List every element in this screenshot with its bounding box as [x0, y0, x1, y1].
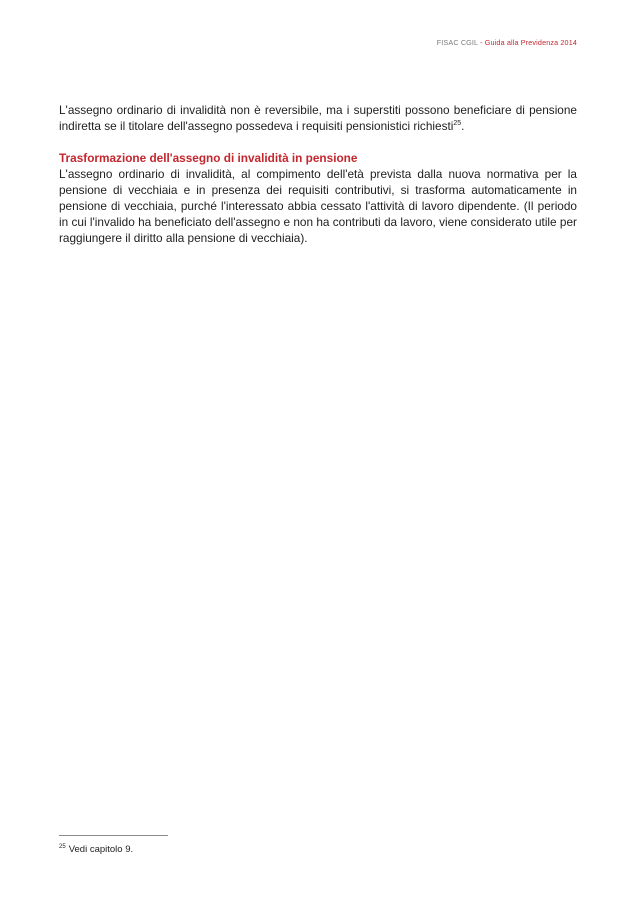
header-organization: FISAC CGIL [436, 38, 478, 47]
footnote [59, 843, 133, 856]
footnote-number: 25 [59, 844, 66, 850]
paragraph-reversibility-end: . [461, 119, 465, 133]
paragraph-transformation: L'assegno ordinario di invalidità, al compimento dell'età prevista dalla nuova normativa per la pensione di vecchiaia e in presenza dei requisiti contributivi, si trasforma automaticamente in pensione di vecchiaia, purché l'interessato abbia cessato l'attività di lavoro dipendente. (Il periodo in cui l'invalido ha beneficiato dell'assegno e non ha contributi da lavoro, viene considerato utile per raggiungere il diritto alla pensione di vecchiaia). [59, 167, 577, 245]
footnote-text: Vedi capitolo 9. [68, 844, 134, 855]
paragraph-reversibility [59, 102, 577, 134]
header-separator: - [480, 38, 483, 47]
paragraph-reversibility-text: L'assegno ordinario di invalidità non è reversibile, ma i superstiti possono beneficiare di pensione indiretta se il titolare dell'assegno possedeva i requisiti pensionistici richiesti [59, 103, 577, 133]
section-heading: Trasformazione dell'assegno di invalidità in pensione [59, 151, 358, 165]
footnote-divider [59, 835, 168, 836]
running-header [437, 38, 577, 47]
page-body [59, 102, 577, 246]
footnote-reference: 25 [453, 120, 462, 127]
header-guide-title: Guida alla Previdenza 2014 [484, 38, 577, 47]
